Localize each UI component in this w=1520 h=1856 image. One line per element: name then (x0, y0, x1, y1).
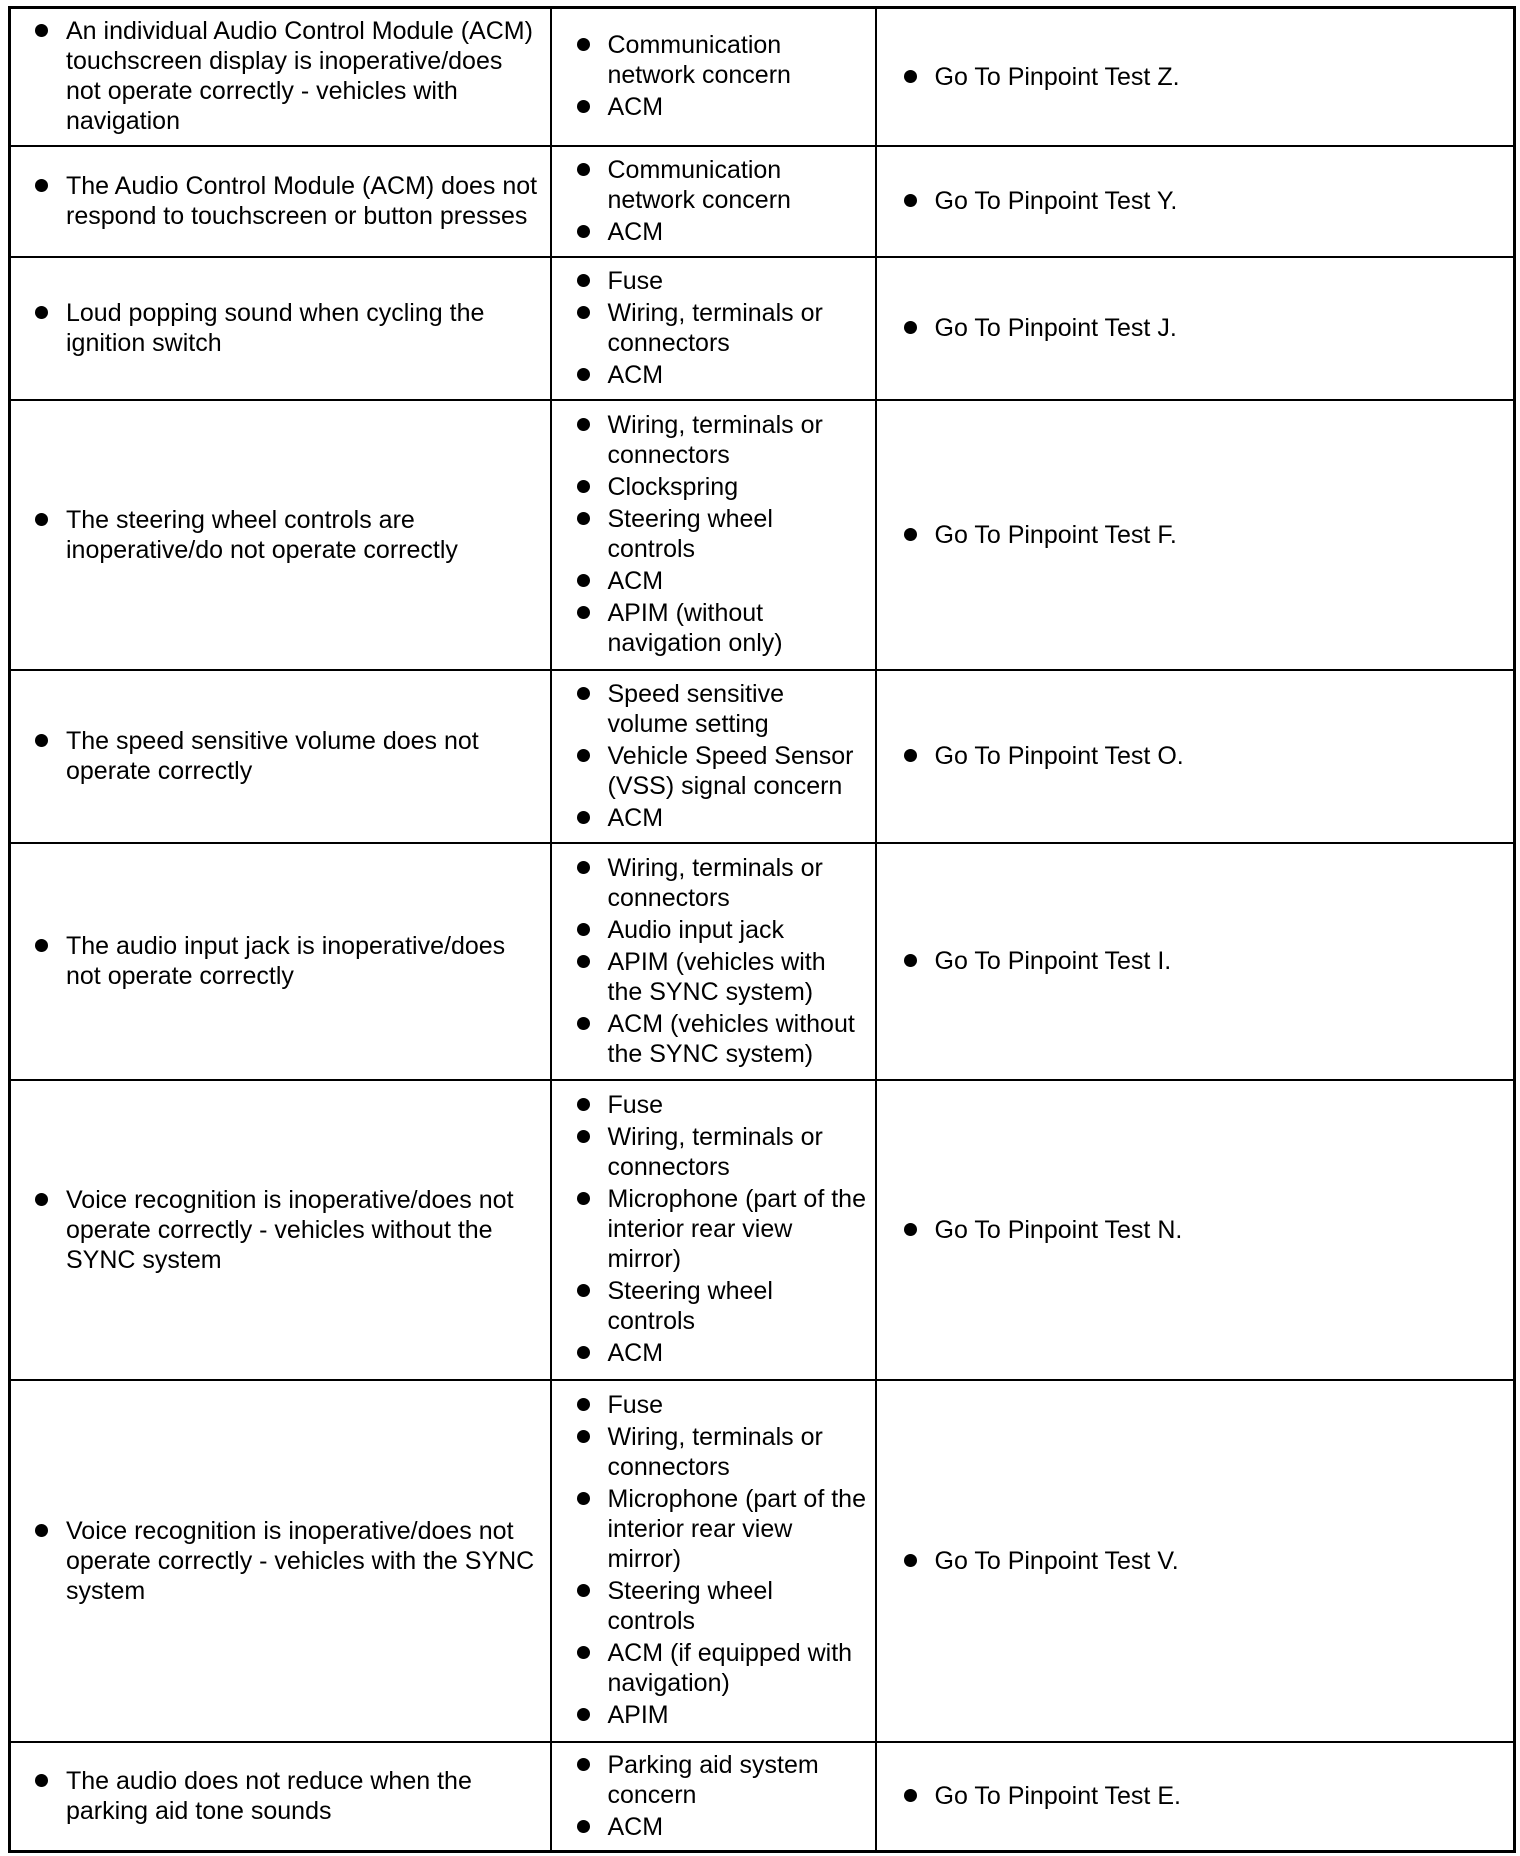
possible-causes-cell (551, 146, 876, 257)
table-row (10, 1080, 1515, 1380)
possible-causes-cell (551, 670, 876, 843)
possible-causes-cell (551, 843, 876, 1080)
cause-item: ACM (608, 360, 867, 390)
symptom-table (8, 6, 1516, 1853)
cause-item: Parking aid system concern (608, 1750, 867, 1810)
symptom-text: An individual Audio Control Module (ACM) touchscreen display is inoperative/does not operate correctly - vehicles with navigation (66, 16, 542, 136)
symptom-text: The Audio Control Module (ACM) does not respond to touchscreen or button presses (66, 171, 542, 231)
pinpoint-test-link[interactable]: Go To Pinpoint Test N. (935, 1215, 1506, 1245)
cause-item: Microphone (part of the interior rear view mirror) (607, 1185, 866, 1273)
symptom-text: The audio input jack is inoperative/does not operate correctly (66, 931, 542, 991)
table-row (10, 146, 1515, 257)
cause-item: Clockspring (608, 472, 867, 502)
cause-item: ACM (608, 1812, 867, 1842)
symptom-text: Voice recognition is inoperative/does not operate correctly - vehicles without the SYNC system (66, 1185, 542, 1275)
symptom-text: The audio does not reduce when the parking aid tone sounds (66, 1766, 542, 1826)
pinpoint-test-link[interactable]: Go To Pinpoint Test Z. (935, 62, 1506, 92)
table-row (10, 670, 1515, 843)
cause-item: ACM (608, 803, 867, 833)
possible-causes-cell (551, 257, 876, 400)
symptom-cell (10, 8, 551, 146)
symptom-cell (10, 1080, 551, 1380)
pinpoint-test-link[interactable]: Go To Pinpoint Test F. (935, 520, 1506, 550)
symptom-cell (10, 400, 551, 670)
symptom-text: Loud popping sound when cycling the ignition switch (66, 298, 542, 358)
cause-item: Communication network concern (608, 30, 867, 90)
action-cell (876, 843, 1515, 1080)
cause-item: Wiring, terminals or connectors (608, 410, 867, 470)
cause-item: ACM (608, 1338, 867, 1368)
cause-item: Microphone (part of the interior rear view mirror) (607, 1485, 866, 1573)
table-row (10, 400, 1515, 670)
cause-item: Audio input jack (608, 915, 867, 945)
symptom-cell (10, 257, 551, 400)
symptom-text: The speed sensitive volume does not operate correctly (66, 726, 542, 786)
table-row (10, 1380, 1515, 1742)
pinpoint-test-link[interactable]: Go To Pinpoint Test Y. (935, 186, 1506, 216)
action-cell (876, 146, 1515, 257)
pinpoint-test-link[interactable]: Go To Pinpoint Test J. (935, 313, 1506, 343)
table-row (10, 257, 1515, 400)
possible-causes-cell (551, 8, 876, 146)
action-cell (876, 8, 1515, 146)
symptom-cell (10, 1380, 551, 1742)
possible-causes-cell (551, 1380, 876, 1742)
possible-causes-cell (551, 1080, 876, 1380)
cause-item: ACM (if equipped with navigation) (608, 1638, 867, 1698)
possible-causes-cell (551, 1742, 876, 1852)
symptom-cell (10, 146, 551, 257)
cause-item: APIM (608, 1700, 867, 1730)
table-row (10, 1742, 1515, 1852)
cause-item: ACM (608, 217, 867, 247)
symptom-text: Voice recognition is inoperative/does not operate correctly - vehicles with the SYNC system (66, 1516, 542, 1606)
pinpoint-test-link[interactable]: Go To Pinpoint Test I. (935, 946, 1506, 976)
action-cell (876, 1742, 1515, 1852)
cause-item: Fuse (608, 266, 867, 296)
pinpoint-test-link[interactable]: Go To Pinpoint Test E. (935, 1781, 1506, 1811)
action-cell (876, 257, 1515, 400)
action-cell (876, 400, 1515, 670)
table-row (10, 8, 1515, 146)
symptom-text: The steering wheel controls are inoperative/do not operate correctly (66, 505, 542, 565)
possible-causes-cell (551, 400, 876, 670)
cause-item: APIM (vehicles with the SYNC system) (608, 947, 867, 1007)
symptom-cell (10, 670, 551, 843)
cause-item: Wiring, terminals or connectors (608, 853, 867, 913)
cause-item: Steering wheel controls (608, 504, 867, 564)
cause-item: ACM (608, 92, 867, 122)
cause-item: Steering wheel controls (608, 1276, 867, 1336)
action-cell (876, 1080, 1515, 1380)
cause-item: Wiring, terminals or connectors (608, 1122, 867, 1182)
cause-item: Fuse (608, 1390, 867, 1420)
action-cell (876, 1380, 1515, 1742)
cause-item: Steering wheel controls (608, 1576, 867, 1636)
table-row (10, 843, 1515, 1080)
cause-item: Vehicle Speed Sensor (VSS) signal concern (608, 741, 867, 801)
cause-item: ACM (608, 566, 867, 596)
cause-item: Speed sensitive volume setting (608, 679, 867, 739)
cause-item: Communication network concern (608, 155, 867, 215)
pinpoint-test-link[interactable]: Go To Pinpoint Test V. (935, 1546, 1506, 1576)
cause-item: Wiring, terminals or connectors (608, 1422, 867, 1482)
pinpoint-test-link[interactable]: Go To Pinpoint Test O. (935, 741, 1506, 771)
action-cell (876, 670, 1515, 843)
symptom-cell (10, 1742, 551, 1852)
cause-item: ACM (vehicles without the SYNC system) (608, 1009, 867, 1069)
symptom-chart (8, 6, 1513, 1853)
cause-item: Fuse (608, 1090, 867, 1120)
symptom-cell (10, 843, 551, 1080)
cause-item: Wiring, terminals or connectors (608, 298, 867, 358)
cause-item: APIM (without navigation only) (608, 598, 867, 658)
